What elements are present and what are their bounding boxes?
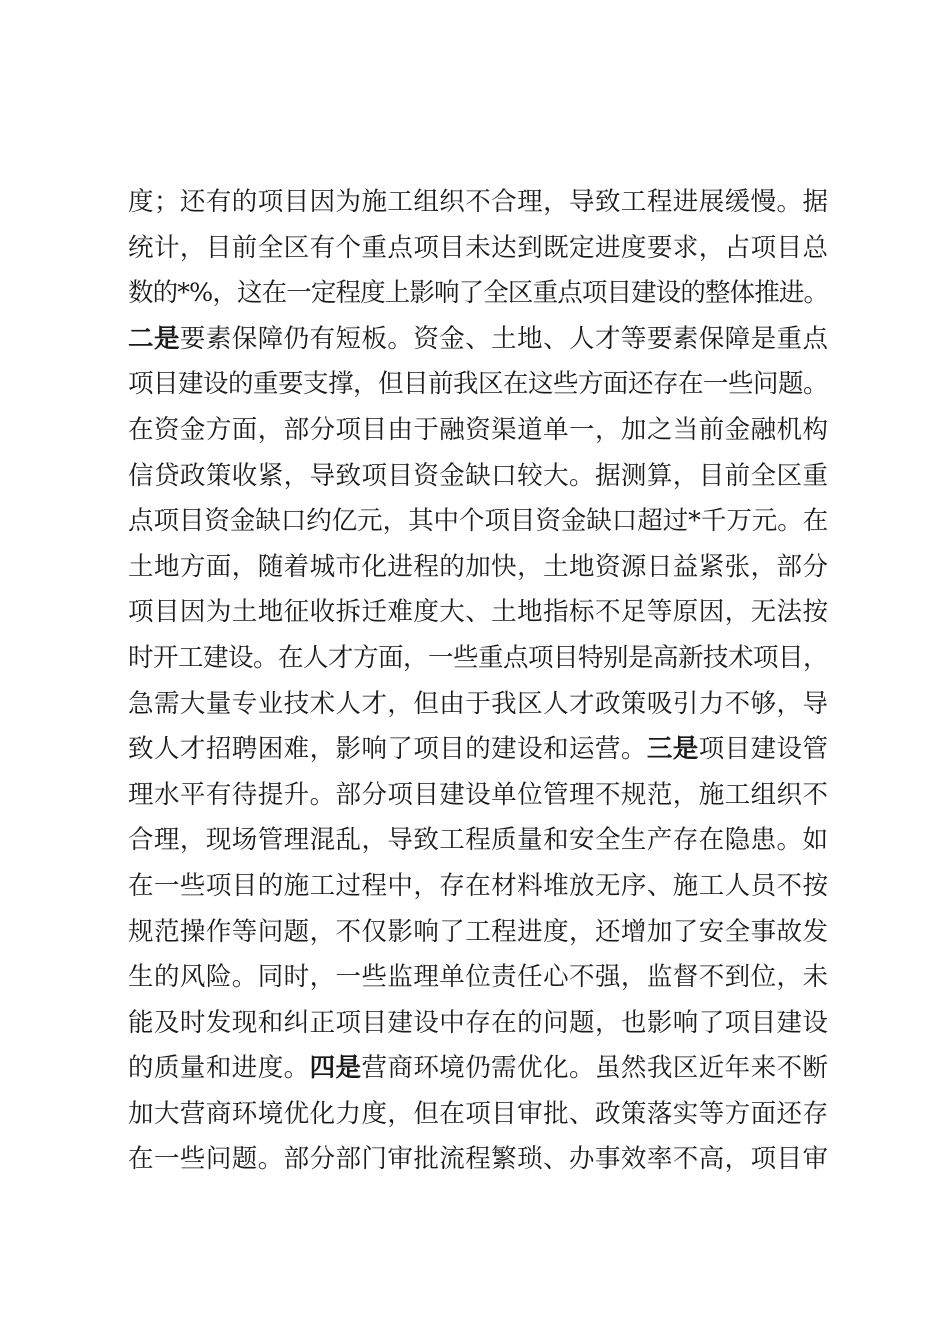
text-line	[128, 362, 828, 408]
text-line	[128, 1092, 828, 1138]
line-text: 要素保障仍有短板。资金、土地、人才等要素保障是重点	[179, 323, 828, 354]
line-text: 加大营商环境优化力度，但在项目审批、政策落实等方面还存	[128, 1098, 828, 1129]
line-text: 合理，现场管理混乱，导致工程质量和安全生产存在隐患。如	[128, 825, 828, 856]
line-text: 规范操作等问题，不仅影响了工程进度，还增加了安全事故发	[128, 916, 828, 947]
heading-marker: 三是	[646, 734, 699, 765]
body-text	[128, 180, 828, 1183]
line-text: 信贷政策收紧，导致项目资金缺口较大。据测算，目前全区重	[128, 460, 828, 491]
heading-marker: 四是	[309, 1053, 362, 1084]
text-line	[128, 180, 828, 226]
line-text: 理水平有待提升。部分项目建设单位管理不规范，施工组织不	[128, 779, 828, 810]
text-line	[128, 1137, 828, 1183]
line-text: 点项目资金缺口约亿元，其中个项目资金缺口超过*千万元。在	[128, 506, 828, 537]
line-text: 度；还有的项目因为施工组织不合理，导致工程进展缓慢。据	[128, 187, 828, 217]
line-text: 土地方面，随着城市化进程的加快，土地资源日益紧张，部分	[128, 551, 828, 582]
text-line	[128, 454, 828, 500]
text-line	[128, 818, 828, 864]
text-line	[128, 408, 828, 454]
text-line	[128, 545, 828, 591]
text-line	[128, 271, 828, 317]
text-line	[128, 499, 828, 545]
line-text: 在一些项目的施工过程中，存在材料堆放无序、施工人员不按	[128, 870, 828, 901]
text-line	[128, 910, 828, 956]
text-line	[128, 955, 828, 1001]
heading-marker: 二是	[128, 323, 180, 354]
text-line	[128, 682, 828, 728]
line-text: 致人才招聘困难，影响了项目的建设和运营。	[128, 734, 647, 765]
line-text: 的质量和进度。	[128, 1053, 310, 1084]
text-line	[128, 727, 828, 773]
line-text: 项目因为土地征收拆迁难度大、土地指标不足等原因，无法按	[128, 597, 828, 628]
line-text: 数的*%，这在一定程度上影响了全区重点项目建设的整体推进。	[128, 278, 828, 309]
line-text: 项目建设管	[698, 734, 828, 765]
text-line	[128, 590, 828, 636]
line-text: 统计，目前全区有个重点项目未达到既定进度要求，占项目总	[128, 232, 828, 263]
line-text: 在资金方面，部分项目由于融资渠道单一，加之当前金融机构	[128, 414, 828, 445]
line-text: 生的风险。同时，一些监理单位责任心不强，监督不到位，未	[128, 962, 828, 993]
text-line	[128, 1001, 828, 1047]
line-text: 项目建设的重要支撑，但目前我区在这些方面还存在一些问题。	[128, 369, 828, 400]
line-text: 时开工建设。在人才方面，一些重点项目特别是高新技术项目，	[128, 642, 828, 673]
text-line	[128, 226, 828, 272]
text-line	[128, 1046, 828, 1092]
text-line	[128, 864, 828, 910]
line-text: 营商环境仍需优化。虽然我区近年来不断	[361, 1053, 828, 1084]
text-line	[128, 636, 828, 682]
text-line	[128, 773, 828, 819]
line-text: 能及时发现和纠正项目建设中存在的问题，也影响了项目建设	[128, 1007, 828, 1038]
text-line	[128, 317, 828, 363]
line-text: 在一些问题。部分部门审批流程繁琐、办事效率不高，项目审	[128, 1144, 828, 1175]
line-text: 急需大量专业技术人才，但由于我区人才政策吸引力不够，导	[128, 688, 828, 719]
